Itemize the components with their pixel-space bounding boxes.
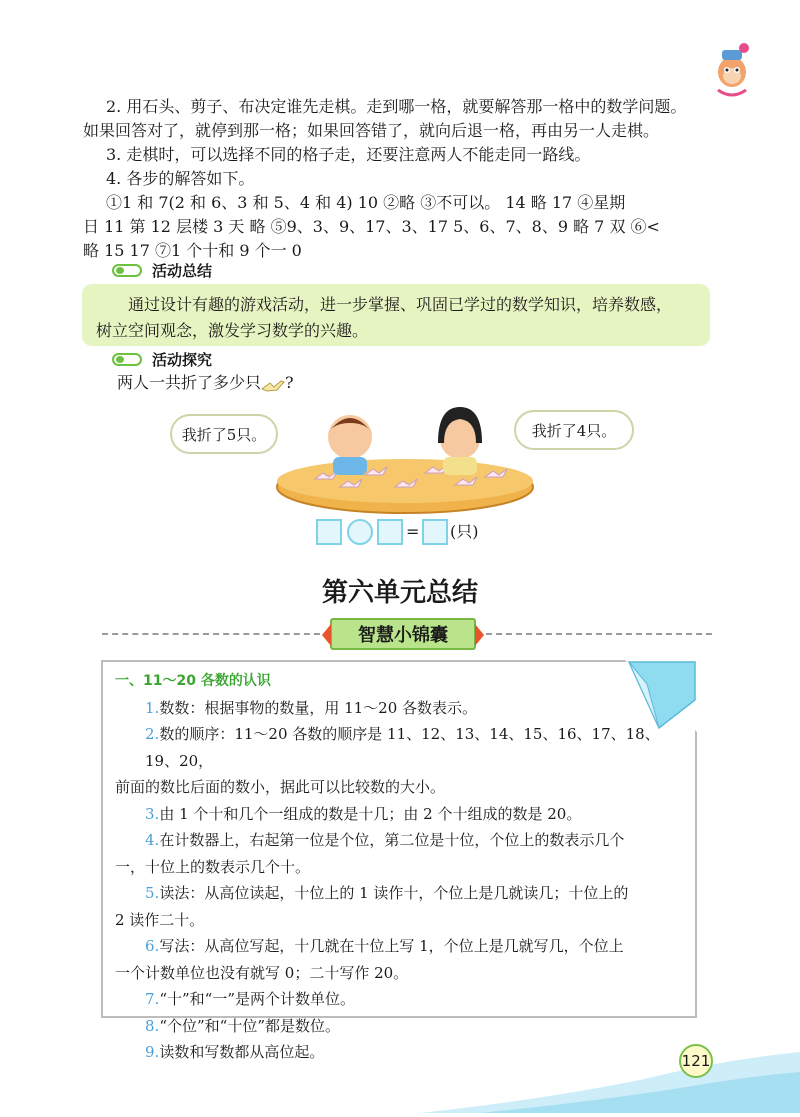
list-item: 1.数数：根据事物的数量，用 11～20 各数表示。	[145, 698, 478, 717]
summary-text-line: 通过设计有趣的游戏活动，进一步掌握、巩固已学过的数学知识，培养数感，	[128, 295, 673, 314]
list-item: 7.“十”和“一”是两个计数单位。	[145, 990, 355, 1008]
wave-decoration	[420, 1030, 800, 1113]
divider	[486, 633, 712, 635]
text-line: 略 15 17 ⑦1 个十和 9 个一 0	[83, 241, 302, 260]
list-item: 2 读作二十。	[115, 910, 205, 929]
mascot-illustration	[708, 36, 756, 98]
summary-box	[82, 284, 710, 346]
list-item: 一，十位上的数表示几个十。	[115, 857, 311, 876]
section-title: 活动总结	[152, 262, 213, 280]
pill-icon	[112, 353, 142, 366]
explore-question: 两人一共折了多少只 ?	[117, 373, 294, 392]
section-heading-explore	[112, 349, 212, 370]
page-number: 121	[679, 1044, 713, 1078]
answer-box[interactable]	[377, 519, 403, 545]
text-line: 如果回答对了，就停到那一格；如果回答错了，就向后退一格，再由另一人走棋。	[83, 121, 660, 140]
text-line: 4. 各步的解答如下。	[106, 169, 255, 188]
list-item: 3.由 1 个十和几个一组成的数是十几；由 2 个十组成的数是 20。	[145, 804, 582, 823]
speech-cloud-right: 我折了4只。	[514, 410, 634, 450]
list-item: 前面的数比后面的数小，据此可以比较数的大小。	[115, 778, 446, 796]
text-line: 3. 走棋时，可以选择不同的格子走，还要注意两人不能走同一路线。	[106, 145, 591, 164]
text-line: ①1 和 7(2 和 6、3 和 5、4 和 4) 10 ②略 ③不可以。 14 略 17 ④星期	[106, 193, 626, 212]
tip-banner: 智慧小锦囊	[330, 618, 476, 650]
answer-box[interactable]	[422, 519, 448, 545]
list-item: 6.写法：从高位写起，十几就在十位上写 1，个位上是几就写几，个位上	[145, 937, 624, 955]
paper-crane-icon	[261, 377, 285, 391]
unit-label: (只)	[450, 522, 479, 541]
knowledge-box	[101, 660, 697, 1061]
operator-circle[interactable]	[347, 519, 373, 545]
divider	[102, 633, 320, 635]
list-item: 4.在计数器上，右起第一位是个位，第二位是十位，个位上的数表示几个	[145, 831, 625, 849]
list-item: 8.“个位”和“十位”都是数位。	[145, 1016, 340, 1035]
list-item: 5.读法：从高位读起，十位上的 1 读作十，个位上是几就读几；十位上的	[145, 884, 629, 902]
box-heading: 一、11～20 各数的认识	[115, 673, 271, 689]
list-item: 一个计数单位也没有就写 0；二十写作 20。	[115, 963, 409, 982]
list-item: 9.读数和写数都从高位起。	[145, 1043, 325, 1061]
speech-cloud-left: 我折了5只。	[170, 414, 278, 454]
section-title: 活动探究	[152, 351, 213, 369]
section-heading-summary	[112, 260, 212, 281]
summary-text-line: 树立空间观念，激发学习数学的兴趣。	[96, 321, 369, 340]
list-item: 2.数的顺序：11～20 各数的顺序是 11、12、13、14、15、16、17、18、19、20，	[145, 725, 660, 770]
pill-icon	[112, 264, 142, 277]
answer-box[interactable]	[316, 519, 342, 545]
equals-sign: =	[406, 522, 420, 541]
unit-title: 第六单元总结	[321, 578, 478, 608]
text-line: 2. 用石头、剪子、布决定谁先走棋。走到哪一格，就要解答那一格中的数学问题。	[106, 97, 687, 116]
text-line: 日 11 第 12 层楼 3 天 略 ⑤9、3、9、17、3、17 5、6、7、8、9 略 7 双 ⑥<	[83, 217, 660, 236]
